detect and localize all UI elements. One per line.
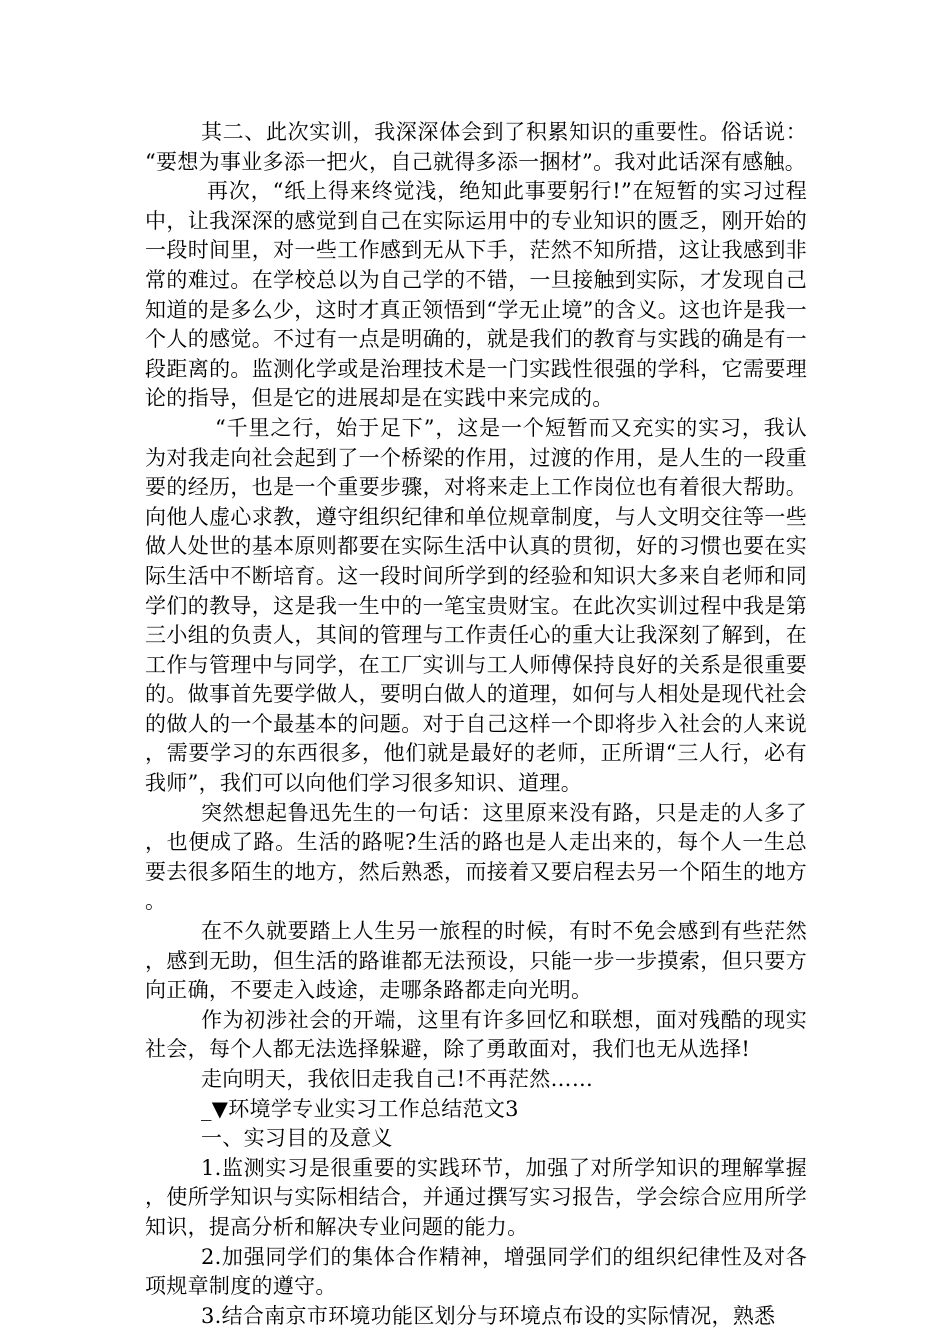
paragraph-practice: 再次，“纸上得来终觉浅，绝知此事要躬行!”在短暂的实习过程中，让我深深的感觉到自己在实际运用中的专业知识的匮乏，刚开始的一段时间里，对一些工作感到无从下手，茫然不知所措，这让我感到非常的难过。在学校总以为自己学的不错，一旦接触到实际，才发现自己知道的是多么少，这时才真正领悟到“学无止境”的含义。这也许是我一个人的感觉。不过有一点是明确的，就是我们的教育与实践的确是有一段距离的。监测化学或是治理技术是一门实践性很强的学科，它需要理论的指导，但是它的进展却是在实践中来完成的。 bbox=[145, 179, 807, 411]
paragraph-luxun-quote: 突然想起鲁迅先生的一句话：这里原来没有路，只是走的人多了，也便成了路。生活的路呢?生活的路也是人走出来的，每个人一生总要去很多陌生的地方，然后熟悉，而接着又要启程去另一个陌生的地方。 bbox=[145, 800, 807, 914]
paragraph-tomorrow: 走向明天，我依旧走我自己!不再茫然…… bbox=[201, 1067, 594, 1091]
paragraph-journey: “千里之行，始于足下”，这是一个短暂而又充实的实习，我认为对我走向社会起到了一个桥梁的作用，过渡的作用，是人生的一段重要的经历，也是一个重要步骤，对将来走上工作岗位也有着很大帮助。向他人虚心求教，遵守组织纪律和单位规章制度，与人文明交往等一些做人处世的基本原则都要在实际生活中认真的贯彻，好的习惯也要在实际生活中不断培育。这一段时间所学到的经验和知识大多来自老师和同学们的教导，这是我一生中的一笔宝贵财宝。在此次实训过程中我是第三小组的负责人，其间的管理与工作责任心的重大让我深刻了解到，在工作与管理中与同学，在工厂实训与工人师傅保持良好的关系是很重要的。做事首先要学做人，要明白做人的道理，如何与人相处是现代社会的做人的一个最基本的问题。对于自己这样一个即将步入社会的人来说，需要学习的东西很多，他们就是最好的老师，正所谓“三人行，必有我师”，我们可以向他们学习很多知识、道理。 bbox=[145, 415, 807, 796]
paragraph-accumulate-knowledge: 其二、此次实训，我深深体会到了积累知识的重要性。俗话说：“要想为事业多添一把火，自己就得多添一捆材”。我对此话深有感触。 bbox=[145, 120, 807, 174]
list-item-monitoring: 1.监测实习是很重要的实践环节，加强了对所学知识的理解掌握，使所学知识与实际相结合，并通过撰写实习报告，学会综合应用所学知识，提高分析和解决专业问题的能力。 bbox=[145, 1155, 807, 1239]
section-title: _▼环境学专业实习工作总结范文3 bbox=[201, 1096, 519, 1121]
subsection-title: 一、实习目的及意义 bbox=[201, 1126, 393, 1151]
paragraph-society: 作为初涉社会的开端，这里有许多回忆和联想，面对残酷的现实社会，每个人都无法选择躲避，除了勇敢面对，我们也无从选择! bbox=[145, 1007, 807, 1062]
list-item-nanjing: 3.结合南京市环境功能区划分与环境点布设的实际情况，熟悉 bbox=[201, 1303, 776, 1328]
list-item-teamwork: 2.加强同学们的集体合作精神，增强同学们的组织纪律性及对各项规章制度的遵守。 bbox=[145, 1244, 807, 1299]
document-page bbox=[145, 118, 807, 1331]
paragraph-new-journey: 在不久就要踏上人生另一旅程的时候，有时不免会感到有些茫然，感到无助，但生活的路谁都无法预设，只能一步一步摸索，但只要方向正确，不要走入歧途，走哪条路都走向光明。 bbox=[145, 919, 807, 1003]
